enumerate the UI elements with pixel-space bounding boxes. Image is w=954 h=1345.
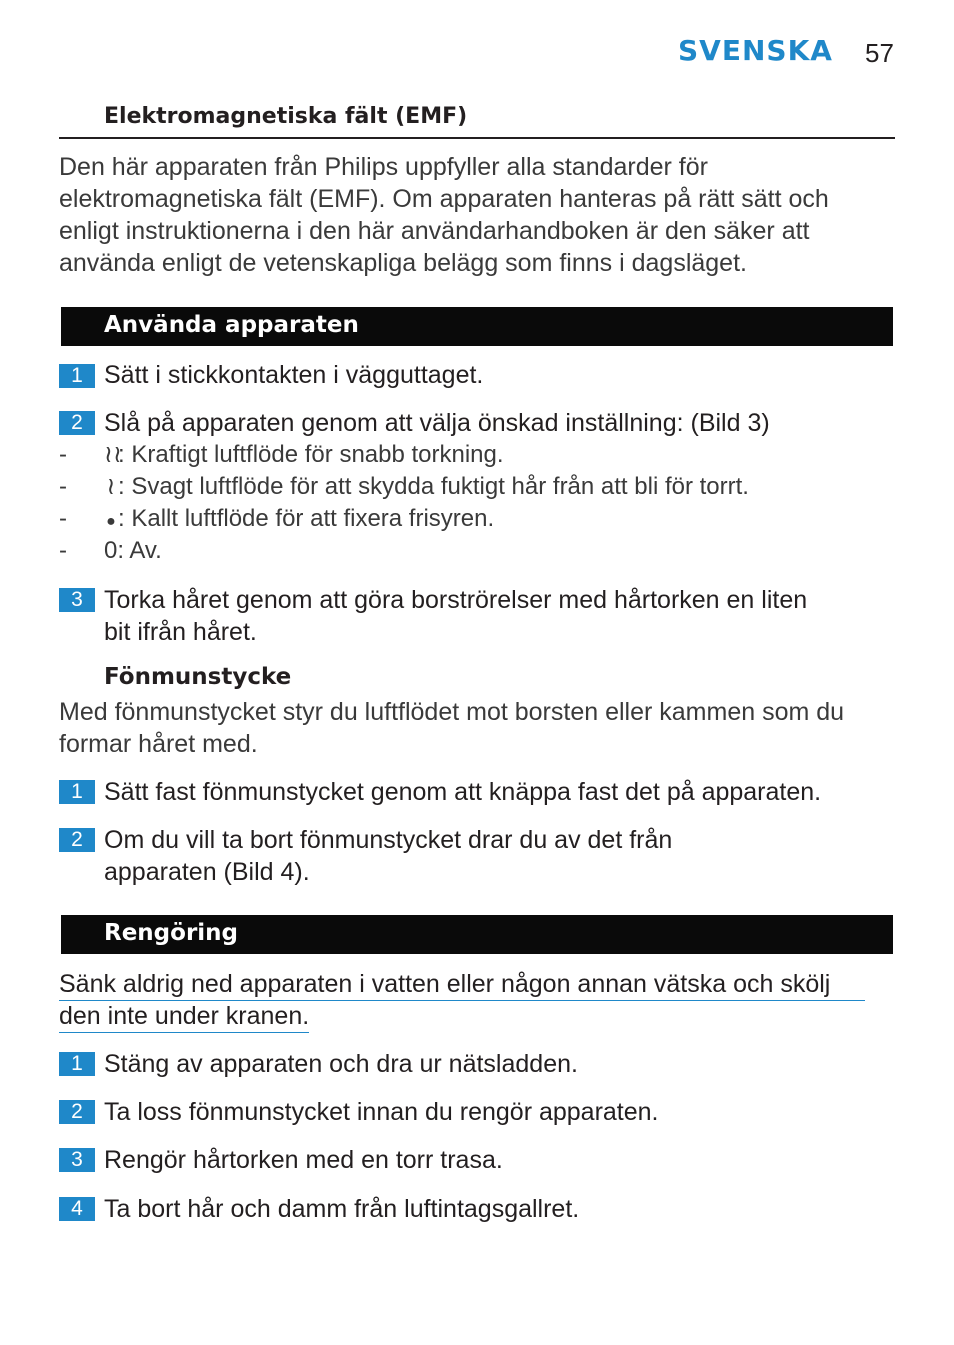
step-number: 3 <box>59 588 95 612</box>
list-item-text: 0: Av. <box>104 537 162 564</box>
list-dash: - <box>59 505 67 532</box>
language-label: SVENSKA <box>678 34 833 67</box>
warning-line: Sänk aldrig ned apparaten i vatten eller någon annan vätska och skölj <box>59 968 865 1001</box>
list-item-text: : Kallt luftflöde för att fixera frisyren. <box>118 505 495 532</box>
emf-paragraph-line: använda enligt de vetenskapliga belägg som finns i dagsläget. <box>59 249 747 277</box>
step-text: Torka håret genom att göra borströrelser med hårtorken en liten <box>104 586 808 614</box>
nozzle-paragraph-line: Med fönmunstycket styr du luftflödet mot borsten eller kammen som du <box>59 698 845 726</box>
step-text: Ta bort hår och damm från luftintagsgallret. <box>104 1195 580 1223</box>
step-number: 1 <box>59 780 95 804</box>
low-airflow-icon: ≀ <box>106 473 116 500</box>
section-heading-cleaning: Rengöring <box>104 920 239 946</box>
warning-line: den inte under kranen. <box>59 1000 309 1033</box>
list-dash: - <box>59 537 67 564</box>
list-item <box>104 535 162 567</box>
high-airflow-icon: ≀≀ <box>104 441 122 468</box>
step-number: 4 <box>59 1197 95 1221</box>
cool-shot-icon: ● <box>106 513 116 530</box>
heading-rule <box>59 137 895 139</box>
step-text: Rengör hårtorken med en torr trasa. <box>104 1146 503 1174</box>
list-item <box>104 471 749 503</box>
step-number: 2 <box>59 828 95 852</box>
step-text: bit ifrån håret. <box>104 618 257 646</box>
emf-paragraph-line: enligt instruktionerna i den här användarhandboken är den säker att <box>59 217 810 245</box>
step-text: Sätt i stickkontakten i vägguttaget. <box>104 361 484 389</box>
list-item-text: : Kraftigt luftflöde för snabb torkning. <box>118 441 504 468</box>
step-number: 1 <box>59 364 95 388</box>
step-number: 3 <box>59 1148 95 1172</box>
step-text: Om du vill ta bort fönmunstycket drar du av det från <box>104 826 673 854</box>
list-dash: - <box>59 441 67 468</box>
list-item-text: : Svagt luftflöde för att skydda fuktigt hår från att bli för torrt. <box>118 473 749 500</box>
emf-heading: Elektromagnetiska fält (EMF) <box>104 104 468 129</box>
section-bar-cleaning <box>61 915 893 954</box>
step-number: 2 <box>59 411 95 435</box>
step-text: apparaten (Bild 4). <box>104 858 310 886</box>
nozzle-heading: Fönmunstycke <box>104 664 292 690</box>
list-dash: - <box>59 473 67 500</box>
list-item <box>104 439 504 471</box>
step-text: Sätt fast fönmunstycket genom att knäppa fast det på apparaten. <box>104 778 822 806</box>
step-text: Slå på apparaten genom att välja önskad inställning: (Bild 3) <box>104 409 770 437</box>
page-number: 57 <box>865 38 894 68</box>
section-bar-use <box>61 307 893 346</box>
emf-paragraph-line: elektromagnetiska fält (EMF). Om apparaten hanteras på rätt sätt och <box>59 185 829 213</box>
nozzle-paragraph-line: formar håret med. <box>59 730 258 758</box>
section-heading-use: Använda apparaten <box>104 312 359 338</box>
emf-paragraph-line: Den här apparaten från Philips uppfyller alla standarder för <box>59 153 708 181</box>
step-number: 1 <box>59 1052 95 1076</box>
list-item <box>104 503 494 538</box>
step-number: 2 <box>59 1100 95 1124</box>
step-text: Ta loss fönmunstycket innan du rengör apparaten. <box>104 1098 659 1126</box>
step-text: Stäng av apparaten och dra ur nätsladden. <box>104 1050 578 1078</box>
